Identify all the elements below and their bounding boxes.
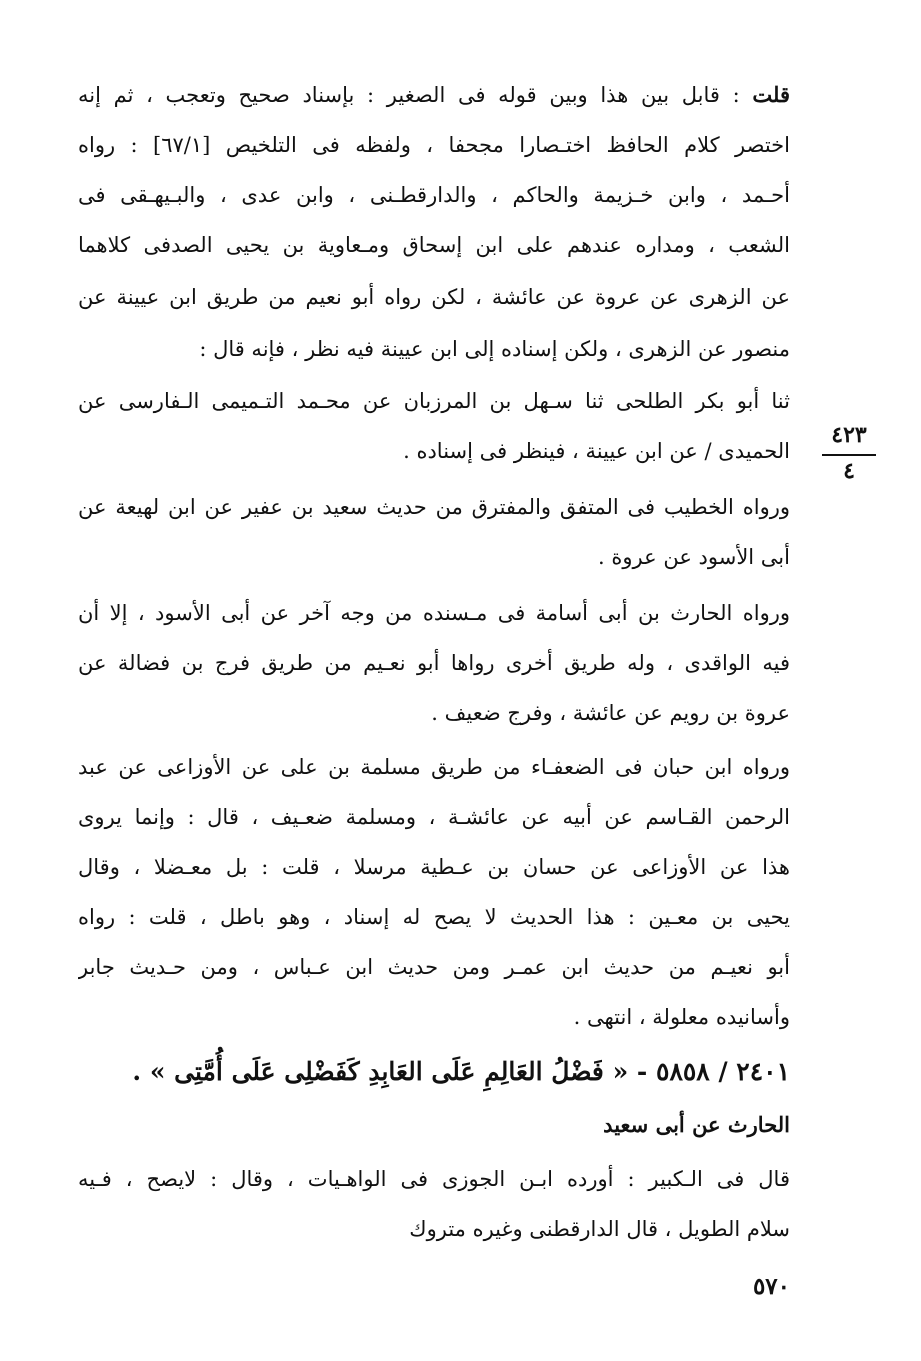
text-line: الرحمن القـاسم عن أبيه عن عائشـة ، ومسلمة ضعـيف ، قال : وإنما يروى [78, 805, 790, 829]
text-line: هذا عن الأوزاعى عن حسان بن عـطية مرسلا ، قلت : بل معـضلا ، وقال [78, 855, 790, 879]
text-line: ورواه ابن حبان فى الضعفـاء من طريق مسلمة بن على عن الأوزاعى عن عبد [78, 755, 790, 779]
text-line: اختصر كلام الحافظ اختـصارا مجحفا ، ولفظه فى التلخيص [٦٧/١] : رواه [78, 133, 790, 157]
qultu-label: قلت [752, 82, 790, 107]
text-line: أبو نعيـم من حديث ابن عمـر ومن حديث ابن عـباس ، ومن حـديث جابر [78, 955, 790, 979]
text-line: ورواه الخطيب فى المتفق والمفترق من حديث سعيد بن عفير عن ابن لهيعة عن [78, 495, 790, 519]
text-line: ثنا أبو بكر الطلحى ثنا سـهل بن المرزبان عن محـمد التـميمى الـفارسى عن [78, 389, 790, 413]
page-number: ٥٧٠ [752, 1273, 790, 1300]
text-line: عروة بن رويم عن عائشة ، وفرج ضعيف . [431, 701, 790, 725]
margin-reference-bottom: ٤ [843, 458, 855, 484]
text-line: وأسانيده معلولة ، انتهى . [573, 1005, 790, 1029]
commentary-line: قال فى الـكبير : أورده ابـن الجوزى فى الواهـيات ، وقال : لايصح ، فـيه [78, 1167, 790, 1191]
text-line: فيه الواقدى ، وله طريق أخرى رواها أبو نعـيم من طريق فرج بن فضالة عن [78, 651, 790, 675]
text-line: يحيى بن معـين : هذا الحديث لا يصح له إسناد ، وهو باطل ، قلت : رواه [78, 905, 790, 929]
hadith-number: ٢٤٠١ / ٥٨٥٨ - [636, 1057, 790, 1086]
text-line: الحميدى / عن ابن عيينة ، فينظر فى إسناده . [403, 439, 790, 463]
hadith-heading [78, 1052, 790, 1092]
text-line: عن الزهرى عن عروة عن عائشة ، لكن رواه أبو نعيم من طريق ابن عيينة عن [78, 285, 790, 309]
text-line: قلت : قابل بين هذا وبين قوله فى الصغير : بإسناد صحيح وتعجب ، ثم إنه [78, 82, 790, 107]
hadith-source: الحارث عن أبى سعيد [603, 1112, 790, 1137]
text-line: أبى الأسود عن عروة . [598, 545, 790, 569]
commentary-line: سلام الطويل ، قال الدارقطنى وغيره متروك [409, 1217, 790, 1241]
text-line: أحـمد ، وابن خـزيمة والحاكم ، والدارقطـنى ، وابن عدى ، والبـيهـقى فى [78, 183, 790, 207]
text-line: ورواه الحارث بن أبى أسامة فى مـسنده من وجه آخر عن أبى الأسود ، إلا أن [78, 601, 790, 625]
text-line: الشعب ، ومداره عندهم على ابن إسحاق ومـعاوية بن يحيى الصدفى كلاهما [78, 233, 790, 257]
margin-reference-top: ٤٢٣ [831, 422, 867, 448]
text-line: منصور عن الزهرى ، ولكن إسناده إلى ابن عيينة فيه نظر ، فإنه قال : [199, 337, 790, 361]
hadith-text: « فَضْلُ العَالِمِ عَلَى العَابِدِ كَفَضْلِى عَلَى أُمَّتِى » . [132, 1057, 629, 1086]
margin-reference-divider [822, 454, 876, 456]
